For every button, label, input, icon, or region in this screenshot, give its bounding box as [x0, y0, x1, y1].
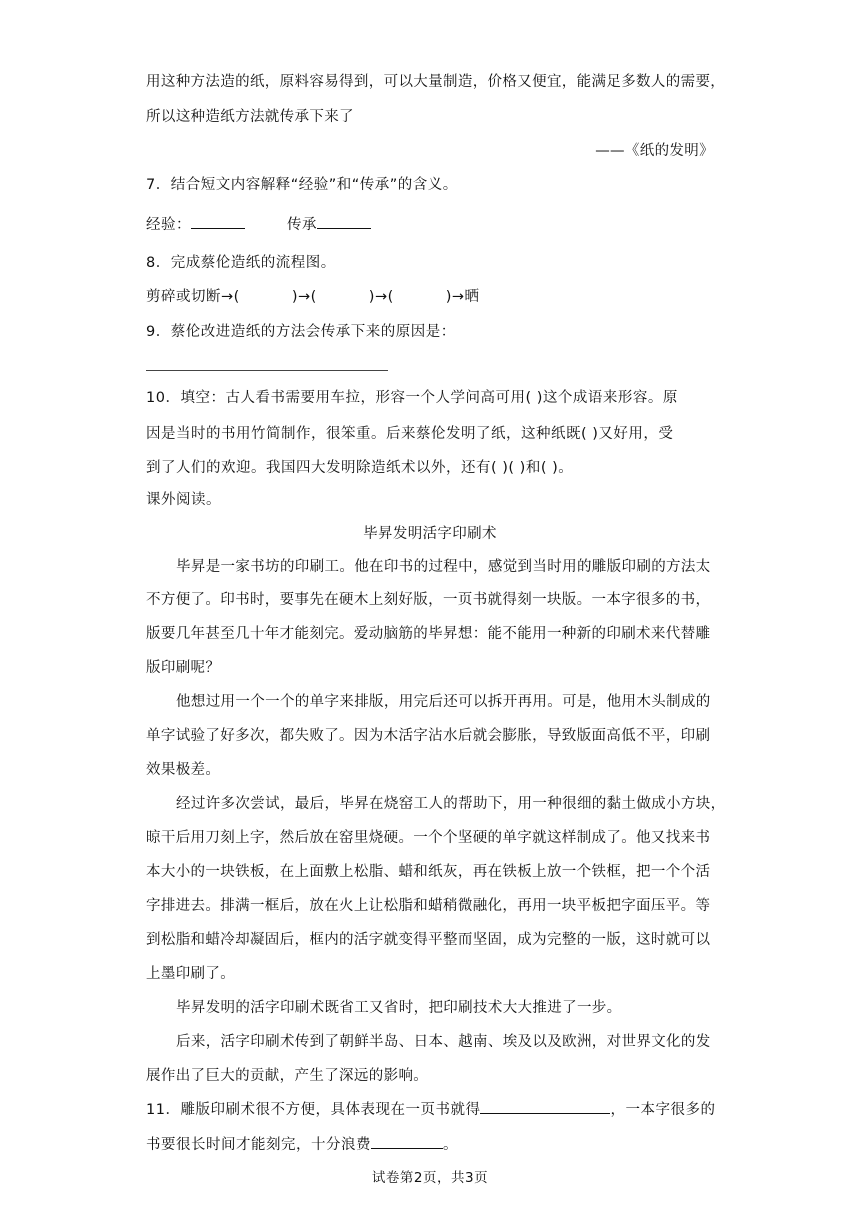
- article-line: 经过许多次尝试，最后，毕昇在烧窑工人的帮助下，用一种很细的黏土做成小方块，: [176, 796, 726, 812]
- page-footer: 试卷第2页，共3页: [371, 1170, 489, 1186]
- passage-line: 用这种方法造的纸，原料容易得到，可以大量制造，价格又便宜，能满足多数人的需要，: [146, 74, 726, 90]
- article-line: 字排进去。排满一框后，放在火上让松脂和蜡稍微融化，再用一块平板把字面压平。等: [146, 898, 711, 914]
- question-10-line: 10．填空：古人看书需要用车拉，形容一个人学问高可用( )这个成语来形容。原: [146, 390, 678, 406]
- article-line: 他想过用一个一个的单字来排版，用完后还可以拆开再用。可是，他用木头制成的: [176, 694, 711, 710]
- answer-label-jingyan: 经验：: [146, 217, 191, 233]
- article-title: 毕昇发明活字印刷术: [363, 526, 497, 542]
- article-line: 后来，活字印刷术传到了朝鲜半岛、日本、越南、埃及以及欧洲，对世界文化的发: [176, 1034, 711, 1050]
- passage-line: 所以这种造纸方法就传承下来了: [146, 109, 354, 125]
- answer-blank[interactable]: [317, 214, 371, 229]
- article-line: 本大小的一块铁板，在上面敷上松脂、蜡和纸灰，再在铁板上放一个铁框，把一个个活: [146, 864, 711, 880]
- answer-label-chuancheng: 传承: [287, 217, 317, 233]
- question-7-answers: [146, 214, 371, 235]
- answer-blank[interactable]: [191, 214, 245, 229]
- answer-line[interactable]: [146, 370, 388, 371]
- question-9: 9．蔡伦改进造纸的方法会传承下来的原因是：: [146, 324, 456, 340]
- article-line: 版印刷呢？: [146, 660, 221, 676]
- question-10-line: 到了人们的欢迎。我国四大发明除造纸术以外，还有( )( )和( )。: [146, 460, 574, 476]
- article-line: 上墨印刷了。: [146, 966, 236, 982]
- section-heading: 课外阅读。: [146, 492, 221, 508]
- question-7: 7．结合短文内容解释“经验”和“传承”的含义。: [146, 177, 458, 193]
- question-8: 8．完成蔡伦造纸的流程图。: [146, 255, 336, 271]
- flowchart-line: 剪碎或切断→( )→( )→( )→晒: [146, 289, 480, 305]
- question-10-line: 因是当时的书用竹简制作，很笨重。后来蔡伦发明了纸，这种纸既( )又好用，受: [146, 426, 674, 442]
- article-line: 展作出了巨大的贡献，产生了深远的影响。: [146, 1068, 429, 1084]
- question-11-line: 11．雕版印刷术很不方便，具体表现在一页书就得 ，一本字很多的: [146, 1099, 715, 1120]
- article-line: 毕昇是一家书坊的印刷工。他在印书的过程中，感觉到当时用的雕版印刷的方法太: [176, 559, 711, 575]
- answer-blank[interactable]: [371, 1134, 443, 1149]
- article-line: 晾干后用刀刻上字，然后放在窑里烧硬。一个个坚硬的单字就这样制成了。他又找来书: [146, 830, 711, 846]
- article-line: 效果极差。: [146, 762, 221, 778]
- article-line: 单字试验了好多次，都失败了。因为木活字沾水后就会膨胀，导致版面高低不平，印刷: [146, 728, 711, 744]
- article-line: 版要几年甚至几十年才能刻完。爱动脑筋的毕昇想：能不能用一种新的印刷术来代替雕: [146, 626, 711, 642]
- passage-source: ——《纸的发明》: [595, 143, 714, 159]
- article-line: 毕昇发明的活字印刷术既省工又省时，把印刷技术大大推进了一步。: [176, 1000, 622, 1016]
- article-line: 不方便了。印书时，要事先在硬木上刻好版，一页书就得刻一块版。一本字很多的书，: [146, 592, 711, 608]
- question-11-line: 书要很长时间才能刻完，十分浪费 。: [146, 1134, 458, 1155]
- article-line: 到松脂和蜡冷却凝固后，框内的活字就变得平整而坚固，成为完整的一版，这时就可以: [146, 932, 711, 948]
- answer-blank[interactable]: [480, 1099, 610, 1114]
